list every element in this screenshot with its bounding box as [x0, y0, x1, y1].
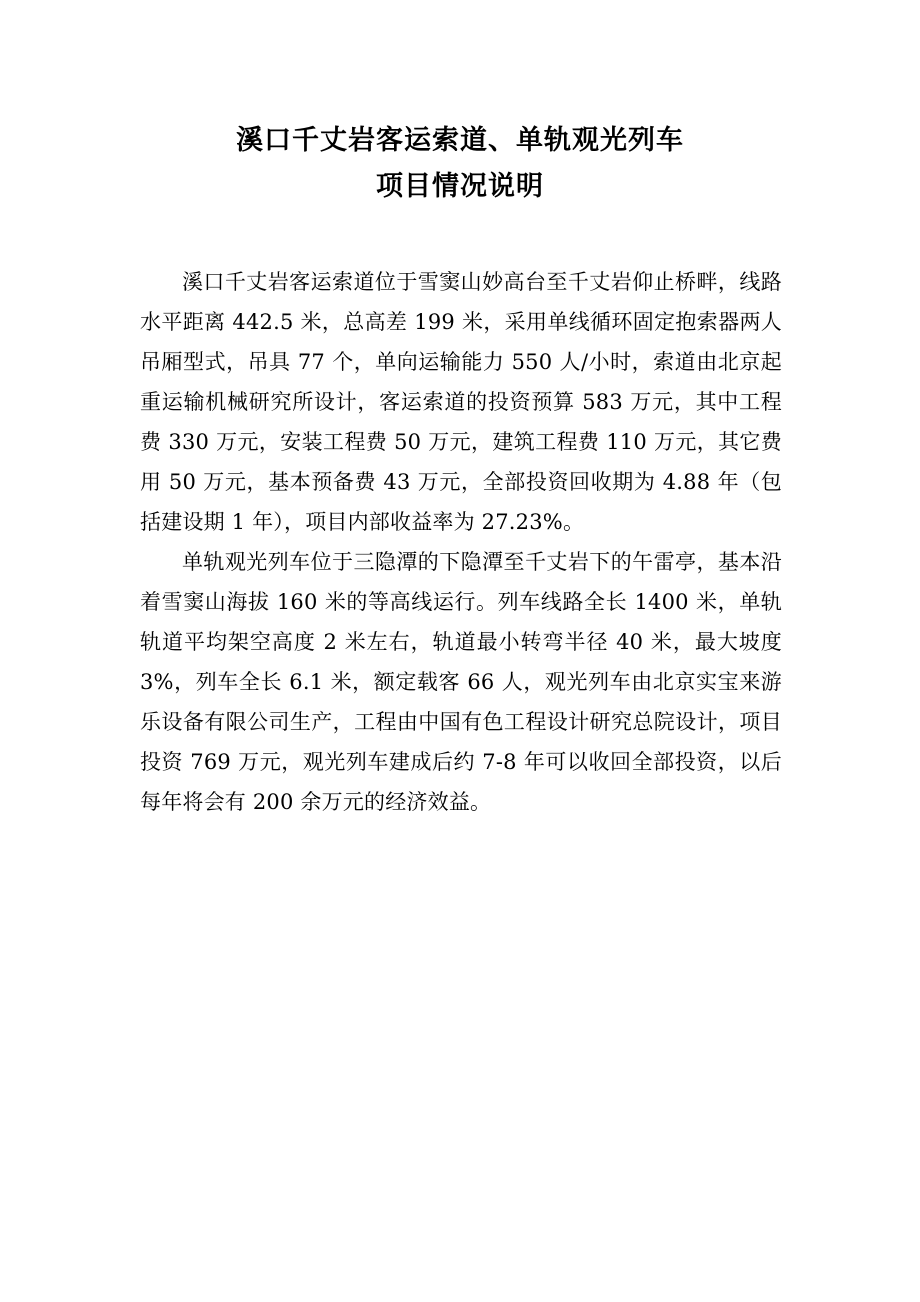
paragraph-ropeway: 溪口千丈岩客运索道位于雪窦山妙高台至千丈岩仰止桥畔，线路水平距离 442.5 米，总高差 199 米，采用单线循环固定抱索器两人吊厢型式，吊具 77 个，单向运输能力 550 人/小时，索道由北京起重运输机械研究所设计，客运索道的投资预算 583 万元，其中工程费 330 万元，安装工程费 50 万元，建筑工程费 110 万元，其它费用 50 万元，基本预备费 43 万元，全部投资回收期为 4.88 年（包括建设期 1 年），项目内部收益率为 27.23%。 [140, 270, 782, 534]
paragraph-monorail: 单轨观光列车位于三隐潭的下隐潭至千丈岩下的午雷亭，基本沿着雪窦山海拔 160 米的等高线运行。列车线路全长 1400 米，单轨轨道平均架空高度 2 米左右，轨道最小转弯半径 40 米，最大坡度 3%，列车全长 6.1 米，额定载客 66 人，观光列车由北京实宝来游乐设备有限公司生产，工程由中国有色工程设计研究总院设计，项目投资 769 万元，观光列车建成后约 7-8 年可以收回全部投资，以后每年将会有 200 余万元的经济效益。 [140, 550, 782, 814]
document-subtitle: 项目情况说明 [376, 171, 544, 202]
document-body [140, 262, 782, 822]
document-title: 溪口千丈岩客运索道、单轨观光列车 [236, 125, 684, 156]
title-block [0, 118, 920, 210]
